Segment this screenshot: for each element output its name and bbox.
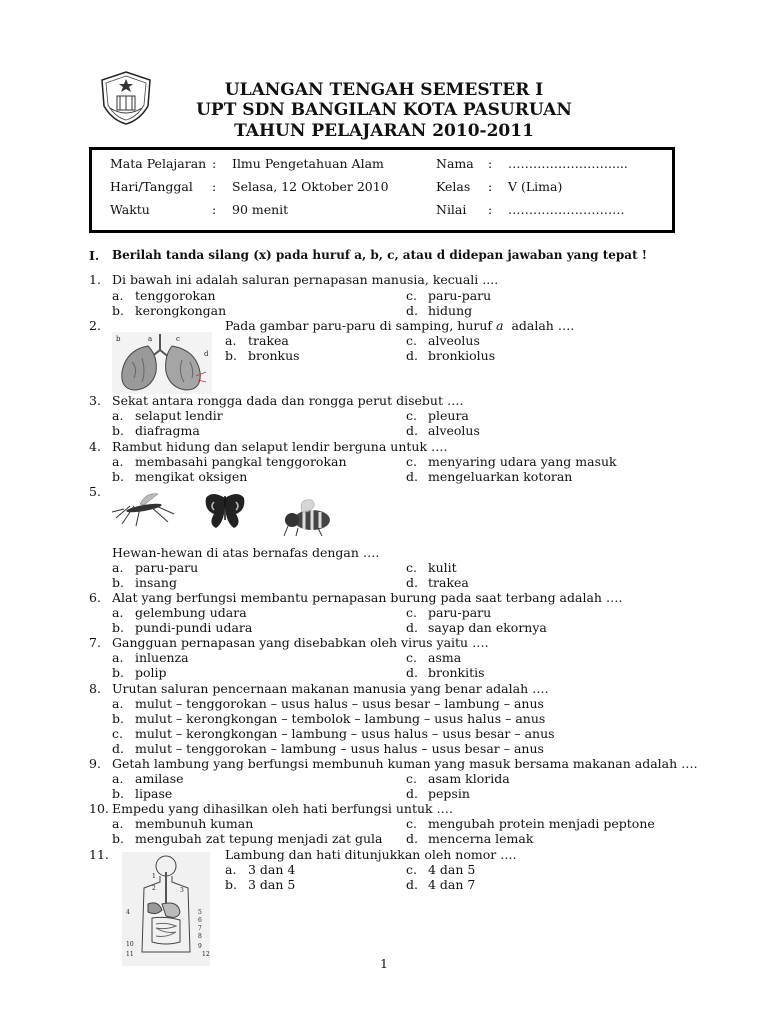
option-letter: b. xyxy=(225,877,237,892)
option-letter: d. xyxy=(112,741,124,756)
option-c: kulit xyxy=(428,560,457,575)
option-b: mulut – kerongkongan – tembolok – lambung – usus halus – anus xyxy=(135,711,546,726)
digestive-system-illustration xyxy=(122,852,210,966)
option-letter: d. xyxy=(406,575,418,590)
question-number: 7. xyxy=(89,635,101,650)
option-letter: c. xyxy=(406,333,417,348)
option-c: asam klorida xyxy=(428,771,510,786)
option-letter: c. xyxy=(406,816,417,831)
option-b: insang xyxy=(135,575,177,590)
option-letter: c. xyxy=(406,454,417,469)
colon: : xyxy=(488,156,493,171)
option-letter: b. xyxy=(112,665,124,680)
option-letter: d. xyxy=(406,423,418,438)
class-label: Kelas xyxy=(436,179,471,194)
date-label: Hari/Tanggal xyxy=(110,179,193,194)
option-letter: b. xyxy=(112,786,124,801)
class-value: V (Lima) xyxy=(508,179,563,194)
question-number: 5. xyxy=(89,484,101,499)
organ-number: 11 xyxy=(126,951,134,958)
question-number: 2. xyxy=(89,318,101,333)
colon: : xyxy=(212,179,217,194)
colon: : xyxy=(488,179,493,194)
question-text: Hewan-hewan di atas bernafas dengan …. xyxy=(112,545,380,560)
question-text: Lambung dan hati ditunjukkan oleh nomor …. xyxy=(225,847,517,862)
question-text: Getah lambung yang berfungsi membunuh kuman yang masuk bersama makanan adalah …. xyxy=(112,756,698,771)
option-c: paru-paru xyxy=(428,605,492,620)
organ-number: 2 xyxy=(152,885,156,892)
option-letter: c. xyxy=(112,726,123,741)
question-number: 6. xyxy=(89,590,101,605)
organ-number: 9 xyxy=(198,943,202,950)
score-label: Nilai xyxy=(436,202,467,217)
lung-label-d: d xyxy=(204,350,209,358)
option-letter: b. xyxy=(112,469,124,484)
question-text: Empedu yang dihasilkan oleh hati berfungsi untuk …. xyxy=(112,801,454,816)
organ-number: 3 xyxy=(180,887,184,894)
question-number: 4. xyxy=(89,439,101,454)
option-a: gelembung udara xyxy=(135,605,247,620)
option-letter: a. xyxy=(112,454,124,469)
subject-label: Mata Pelajaran xyxy=(110,156,207,171)
option-letter: a. xyxy=(112,408,124,423)
option-letter: c. xyxy=(406,560,417,575)
option-d: trakea xyxy=(428,575,469,590)
lung-label-a: a xyxy=(148,335,153,343)
page-number: 1 xyxy=(380,956,388,971)
option-a: mulut – tenggorokan – usus halus – usus besar – lambung – anus xyxy=(135,696,544,711)
option-c: alveolus xyxy=(428,333,480,348)
option-letter: b. xyxy=(112,620,124,635)
question-text: Di bawah ini adalah saluran pernapasan manusia, kecuali .... xyxy=(112,272,499,287)
option-a: amilase xyxy=(135,771,184,786)
option-d: hidung xyxy=(428,303,473,318)
organ-number: 6 xyxy=(198,917,202,924)
option-letter: a. xyxy=(225,862,237,877)
colon: : xyxy=(488,202,493,217)
option-letter: a. xyxy=(112,288,124,303)
question-number: 11. xyxy=(89,847,109,862)
colon: : xyxy=(212,156,217,171)
question-text: Sekat antara rongga dada dan rongga perut disebut …. xyxy=(112,393,464,408)
option-c: pleura xyxy=(428,408,469,423)
section-number: I. xyxy=(89,248,100,263)
name-value: ……………………..... xyxy=(508,156,628,171)
option-d: sayap dan ekornya xyxy=(428,620,547,635)
option-letter: c. xyxy=(406,862,417,877)
organ-number: 8 xyxy=(198,933,202,940)
option-letter: d. xyxy=(406,348,418,363)
option-letter: b. xyxy=(112,575,124,590)
option-d: mencerna lemak xyxy=(428,831,534,846)
option-c: mulut – kerongkongan – lambung – usus halus – usus besar – anus xyxy=(135,726,555,741)
question-text: Alat yang berfungsi membantu pernapasan burung pada saat terbang adalah …. xyxy=(112,590,623,605)
option-a: membasahi pangkal tenggorokan xyxy=(135,454,347,469)
mosquito-illustration xyxy=(110,488,176,528)
option-letter: b. xyxy=(112,711,124,726)
option-c: mengubah protein menjadi peptone xyxy=(428,816,655,831)
section-instruction: Berilah tanda silang (x) pada huruf a, b, c, atau d didepan jawaban yang tepat ! xyxy=(112,248,648,262)
option-b: polip xyxy=(135,665,167,680)
question-number: 9. xyxy=(89,756,101,771)
option-letter: b. xyxy=(112,831,124,846)
option-b: pundi-pundi udara xyxy=(135,620,253,635)
organ-number: 12 xyxy=(202,951,210,958)
organ-number: 5 xyxy=(198,909,202,916)
option-c: menyaring udara yang masuk xyxy=(428,454,617,469)
option-letter: a. xyxy=(112,771,124,786)
option-d: mulut – tenggorokan – lambung – usus halus – usus besar – anus xyxy=(135,741,544,756)
option-d: alveolus xyxy=(428,423,480,438)
exam-title: ULANGAN TENGAH SEMESTER I xyxy=(224,80,544,100)
option-b: bronkus xyxy=(248,348,300,363)
option-a: selaput lendir xyxy=(135,408,223,423)
question-text: Pada gambar paru-paru di samping, huruf a adalah …. xyxy=(225,318,575,333)
time-label: Waktu xyxy=(110,202,150,217)
question-number: 10. xyxy=(89,801,109,816)
bee-illustration xyxy=(278,496,340,538)
option-letter: d. xyxy=(406,303,418,318)
option-b: lipase xyxy=(135,786,173,801)
option-letter: a. xyxy=(112,816,124,831)
option-a: trakea xyxy=(248,333,289,348)
score-value: ………………………. xyxy=(508,202,625,217)
subject-value: Ilmu Pengetahuan Alam xyxy=(232,156,384,171)
option-letter: d. xyxy=(406,831,418,846)
butterfly-illustration xyxy=(202,490,248,530)
option-c: paru-paru xyxy=(428,288,492,303)
option-letter: c. xyxy=(406,771,417,786)
option-d: bronkiolus xyxy=(428,348,496,363)
date-value: Selasa, 12 Oktober 2010 xyxy=(232,179,389,194)
question-text: Urutan saluran pencernaan makanan manusia yang benar adalah …. xyxy=(112,681,549,696)
organ-number: 10 xyxy=(126,941,134,948)
organ-number: 1 xyxy=(152,873,156,880)
option-letter: a. xyxy=(112,696,124,711)
option-a: 3 dan 4 xyxy=(248,862,296,877)
option-d: mengeluarkan kotoran xyxy=(428,469,573,484)
option-b: kerongkongan xyxy=(135,303,227,318)
organ-number: 4 xyxy=(126,909,130,916)
option-letter: b. xyxy=(225,348,237,363)
option-letter: c. xyxy=(406,650,417,665)
option-letter: d. xyxy=(406,786,418,801)
option-a: paru-paru xyxy=(135,560,199,575)
time-value: 90 menit xyxy=(232,202,289,217)
option-letter: c. xyxy=(406,288,417,303)
option-letter: d. xyxy=(406,665,418,680)
option-d: bronkitis xyxy=(428,665,485,680)
option-letter: a. xyxy=(112,560,124,575)
question-number: 1. xyxy=(89,272,101,287)
name-label: Nama xyxy=(436,156,474,171)
option-d: 4 dan 7 xyxy=(428,877,476,892)
question-text: Gangguan pernapasan yang disebabkan oleh virus yaitu …. xyxy=(112,635,489,650)
option-c: 4 dan 5 xyxy=(428,862,476,877)
lungs-illustration xyxy=(112,332,212,394)
option-letter: d. xyxy=(406,620,418,635)
option-d: pepsin xyxy=(428,786,470,801)
school-year: TAHUN PELAJARAN 2010-2011 xyxy=(234,121,534,141)
option-c: asma xyxy=(428,650,462,665)
organ-number: 7 xyxy=(198,925,202,932)
option-b: diafragma xyxy=(135,423,200,438)
option-a: tenggorokan xyxy=(135,288,216,303)
option-letter: c. xyxy=(406,605,417,620)
lung-label-b: b xyxy=(116,335,121,343)
question-text: Rambut hidung dan selaput lendir berguna untuk …. xyxy=(112,439,448,454)
option-letter: c. xyxy=(406,408,417,423)
question-number: 3. xyxy=(89,393,101,408)
option-letter: b. xyxy=(112,303,124,318)
option-letter: d. xyxy=(406,469,418,484)
option-a: inluenza xyxy=(135,650,189,665)
option-letter: a. xyxy=(225,333,237,348)
question-number: 8. xyxy=(89,681,101,696)
option-a: membunuh kuman xyxy=(135,816,254,831)
lung-label-c: c xyxy=(176,335,180,343)
option-letter: a. xyxy=(112,650,124,665)
option-letter: a. xyxy=(112,605,124,620)
option-letter: d. xyxy=(406,877,418,892)
school-name: UPT SDN BANGILAN KOTA PASURUAN xyxy=(196,100,572,120)
option-letter: b. xyxy=(112,423,124,438)
option-b: mengikat oksigen xyxy=(135,469,248,484)
option-b: 3 dan 5 xyxy=(248,877,296,892)
option-b: mengubah zat tepung menjadi zat gula xyxy=(135,831,383,846)
colon: : xyxy=(212,202,217,217)
